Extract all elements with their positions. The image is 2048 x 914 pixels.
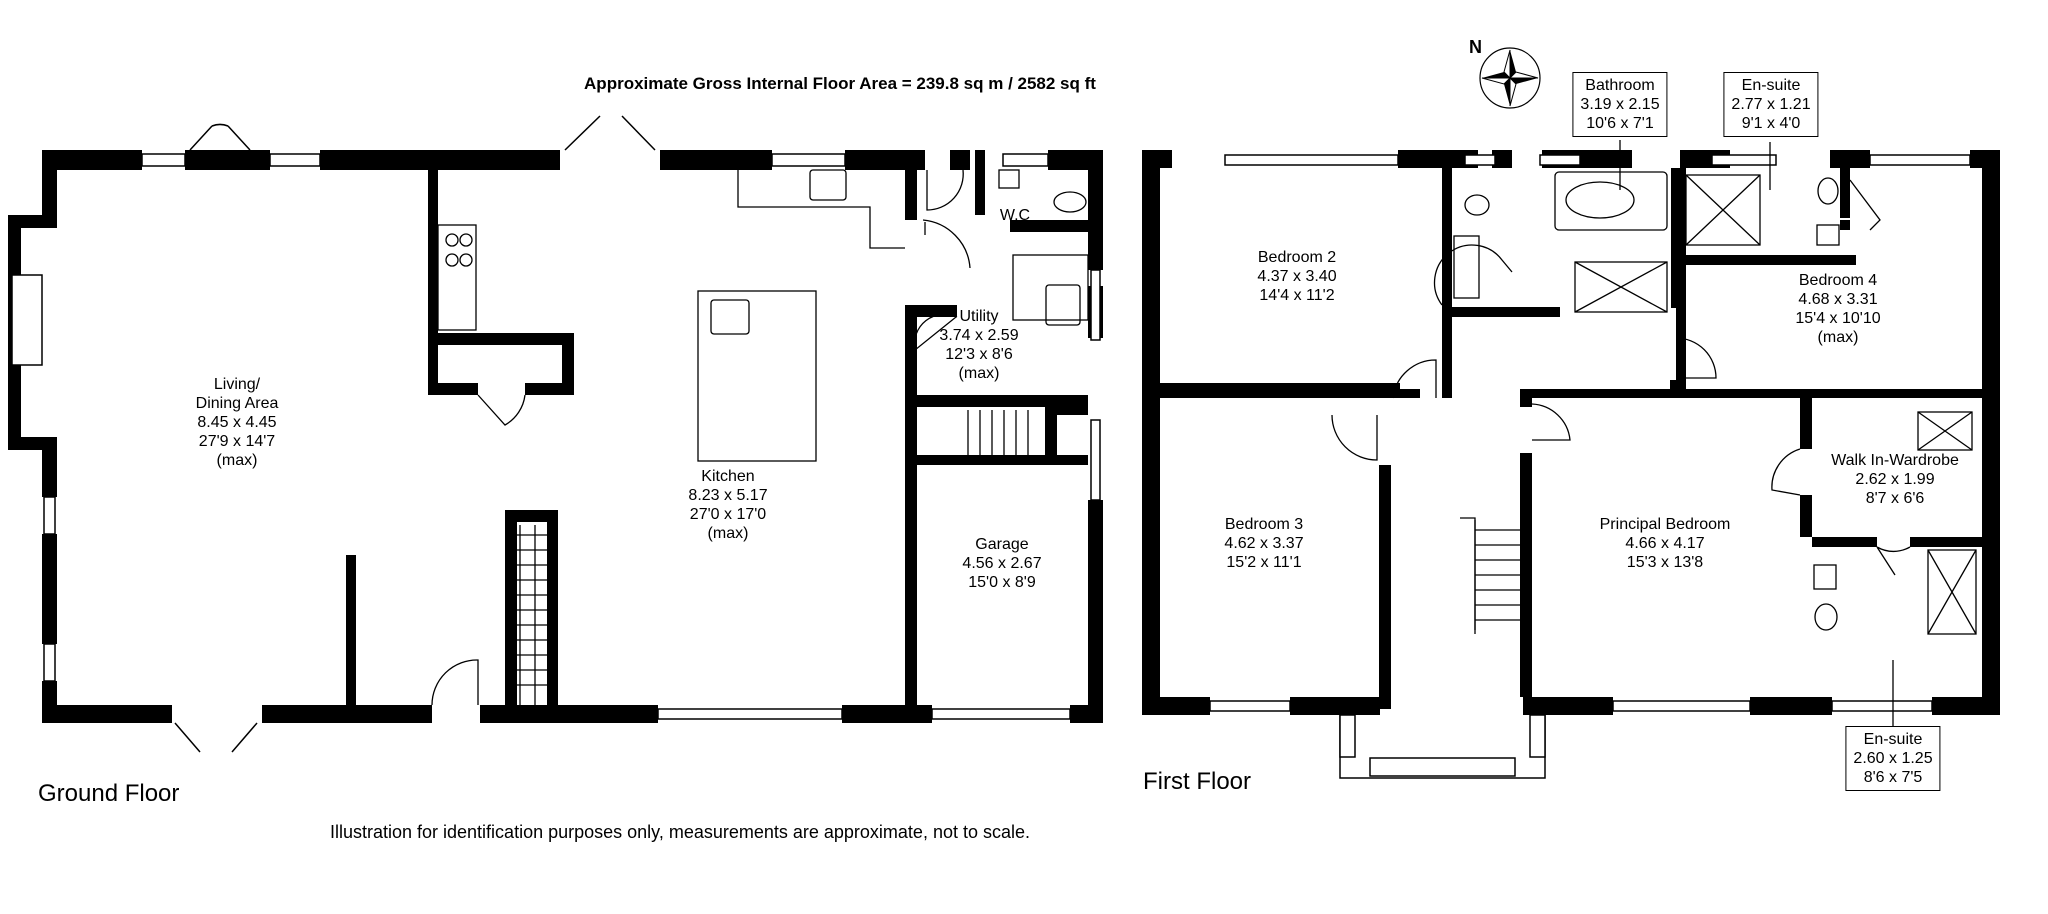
room-metric: 8.23 x 5.17	[688, 487, 768, 504]
ground-floor-label: Ground Floor	[38, 780, 180, 807]
room-imperial: 15'2 x 11'1	[1226, 554, 1302, 571]
room-name: Walk In-Wardrobe	[1831, 452, 1959, 469]
room-label-walk-in-wardrobe	[1831, 451, 1959, 508]
room-imperial: 27'9 x 14'7	[198, 433, 276, 450]
room-name: W.C	[999, 207, 1031, 224]
room-imperial: 14'4 x 11'2	[1259, 287, 1335, 304]
callout-bathroom	[1572, 72, 1667, 137]
room-name: Bedroom 3	[1224, 516, 1304, 533]
room-label-bedroom-3	[1224, 515, 1303, 572]
first-floor-plan	[1142, 48, 2000, 778]
room-imperial: 8'7 x 6'6	[1865, 490, 1925, 507]
room-label-bedroom-2	[1257, 248, 1336, 305]
room-imperial: 12'3 x 8'6	[945, 346, 1013, 363]
room-imperial: 15'3 x 13'8	[1626, 554, 1704, 571]
room-metric: 4.62 x 3.37	[1224, 535, 1304, 552]
room-metric: 4.66 x 4.17	[1625, 535, 1705, 552]
callout-pointers	[1620, 140, 1893, 730]
room-metric: 4.56 x 2.67	[962, 555, 1042, 572]
room-label-wc	[1000, 206, 1030, 225]
room-note: (max)	[707, 525, 749, 542]
room-note: (max)	[216, 452, 258, 469]
room-label-principal-bedroom	[1600, 515, 1731, 572]
room-label-kitchen	[688, 467, 767, 543]
callout-name: Bathroom	[1585, 77, 1655, 94]
room-name: Living/	[213, 376, 261, 393]
room-label-bedroom-4	[1795, 271, 1880, 347]
compass-north-label: N	[1469, 37, 1482, 57]
room-name: Garage	[975, 536, 1029, 553]
first-outer-walls	[1142, 150, 2000, 715]
ground-floor-plan	[8, 116, 1103, 752]
callout-ensuite-bottom	[1845, 726, 1940, 791]
room-imperial: 15'4 x 10'10	[1795, 310, 1881, 327]
room-metric: 3.74 x 2.59	[939, 327, 1019, 344]
room-metric: 8.45 x 4.45	[197, 414, 277, 431]
disclaimer-note: Illustration for identification purposes only, measurements are approximate, not to scale.	[329, 822, 1031, 842]
room-name: Bedroom 4	[1798, 272, 1878, 289]
room-imperial: 15'0 x 8'9	[968, 574, 1036, 591]
callout-imperial: 10'6 x 7'1	[1586, 115, 1654, 132]
callout-metric: 3.19 x 2.15	[1580, 96, 1660, 113]
room-label-utility	[939, 307, 1018, 383]
room-name: Utility	[959, 308, 999, 325]
room-metric: 2.62 x 1.99	[1855, 471, 1935, 488]
room-metric: 4.37 x 3.40	[1257, 268, 1337, 285]
room-name: Bedroom 2	[1257, 249, 1337, 266]
first-floor-label: First Floor	[1143, 768, 1251, 795]
callout-name: En-suite	[1741, 77, 1801, 94]
room-note: (max)	[1817, 329, 1859, 346]
ground-fittings	[432, 170, 1088, 705]
room-imperial: 27'0 x 17'0	[689, 506, 767, 523]
room-name: Kitchen	[701, 468, 755, 485]
callout-imperial: 9'1 x 4'0	[1741, 115, 1801, 132]
room-label-garage	[962, 535, 1041, 592]
room-metric: 4.68 x 3.31	[1798, 291, 1878, 308]
room-name-line2: Dining Area	[195, 395, 279, 412]
callout-name: En-suite	[1863, 731, 1923, 748]
ground-internal-walls	[346, 150, 1088, 710]
callout-ensuite-top	[1723, 72, 1818, 137]
floor-area-title: Approximate Gross Internal Floor Area = 239.8 sq m / 2582 sq ft	[584, 74, 1096, 93]
callout-imperial: 8'6 x 7'5	[1863, 769, 1923, 786]
room-note: (max)	[958, 365, 1000, 382]
callout-metric: 2.77 x 1.21	[1731, 96, 1811, 113]
room-name: Principal Bedroom	[1599, 516, 1731, 533]
room-label-living	[196, 375, 279, 470]
callout-metric: 2.60 x 1.25	[1853, 750, 1933, 767]
